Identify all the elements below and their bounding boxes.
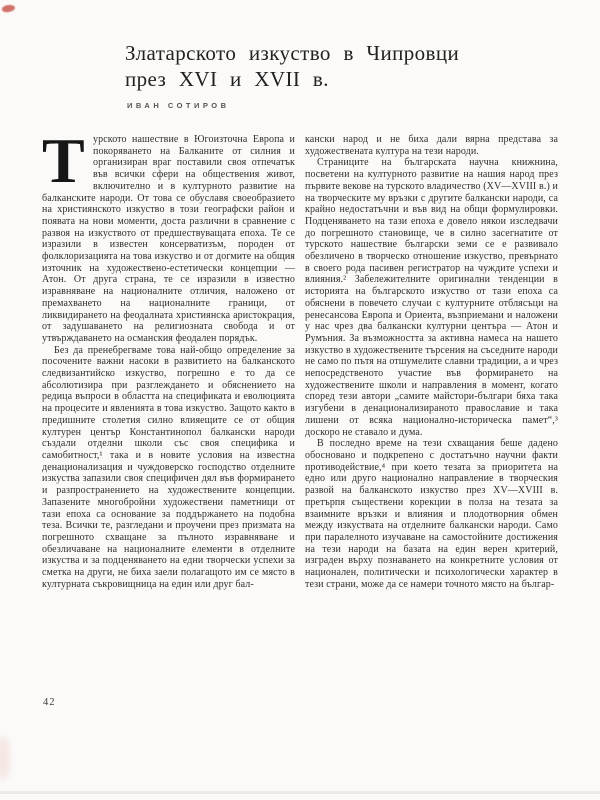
page-number: 42 (43, 697, 56, 708)
pink-edge-smudge (0, 737, 10, 779)
article-title-line1: Златарското изкуство в Чипровци (125, 41, 460, 65)
red-ink-smudge (1, 4, 15, 13)
drop-cap-letter: Т (42, 125, 85, 196)
paragraph (42, 125, 295, 345)
paragraph: Без да пренебрегваме това най-общо определение за посочените важни насоки в развитието на балканското следвизантийско изкуство, погрешно е то да се абсолютизира при разглеждането и обяснението на редица въпроси в областта на спецификата и еволюцията на процесите и явленията в това изкуство. Защото както в предишните столетия силно влияещите се от общия културен център Константинопол балкански народи създали отделни школи със своя специфика и самобитност,¹ така и в новите условия на известна денационализация и чуждоверско господство отделните изкуства запазили своя специфичен дял във формирането и разпространението на художествените концепции. Запазените многобройни художествени паметници от тази епоха са основание за поддържането на подобна теза. Всички те, разгледани и проучени през призмата на погрешното схващане за пълното изравняване и обезличаване на националните елементи в отделните изкуства и за подценяването на едни творчески успехи за сметка на други, не биха заели полагащото им се място в културната съкровищница на един или друг бал- (42, 344, 295, 590)
paragraph: кански народ и не биха дали вярна представа за художествената култура на тези народи. (305, 134, 558, 157)
page-bottom-edge (0, 791, 600, 794)
article-title (125, 40, 565, 92)
paragraph: Страниците на българската научна книжнина, посветени на културното развитие на нашия народ през първите векове на турското владичество (XV—XVIII в.) и на творческите му връзки с другите балкански народи, са крайно недостатъчни и във вид на общи формулировки. Подценяването на тази епоха е довело някои изследвачи до погрешното становище, че в силно засегнатите от турското нашествие български земи се е развивало обезличено в творческо отношение изкуство, превърнато в своего рода пасивен регистратор на чуждите успехи и влияния.² Забележителните оригинални тенденции в историята на българското изкуство от тази епоха са обяснени в повечето случаи с културните отблясъци на ренесансова Европа и Ориента, възприемани и наложени у нас чрез два балкански културни центъра — Атон и Румъния. За възможността за активна намеса на нашето изкуство в художествените търсения на съседните народи не само по пътя на отшумелите славни традиции, а и чрез непосредственото участие във формирането на художествените школи и направления в момент, когато според тези автори „самите майстори-българи бяха така изгубени в денационализираното православие и така лишени от всяка национално-историческа памет“,³ доскоро не ставало и дума. (305, 157, 558, 438)
right-column (305, 134, 558, 590)
left-column (42, 125, 295, 590)
text-columns (42, 125, 558, 590)
paragraph-text: урското нашествие в Югоизточна Европа и покоряването на Балканите от силния и организиран враг поставили своя отпечатък във всички сфери на обществения живот, включително и в културното развитие на балканските народи. От това се обуславя своеобразието на християнското изкуство в този географски район и появата на нови моменти, доста различни в сравнение с развоя на изкуството от предшествуващата епоха. Те се изразили в известен консерватизъм, породен от фолклоризацията на това изкуство и от догмите на общия източник на художествено-естетически концепции — Атон. От друга страна, те се изразили в известно изравняване на националните отличия, наложено от премахването на националните граници, от ликвидирането на феодалната християнска аристокрация, от задушаването на религиозната свобода и от утвърждаването на османския феодален порядък. (42, 134, 295, 344)
article-title-line2: през XVI и XVII в. (125, 67, 329, 91)
author-name: ИВАН СОТИРОВ (127, 101, 230, 110)
paragraph: В последно време на тези схващания беше дадено обосновано и подкрепено с достатъчно научни факти противодействие,⁴ при което тезата за приоритета на едно или друго национално направление в творческия развой на балканското изкуство през XV—XVIII в. претърпя съществени корекции в полза на тезата за взаимните връзки и влияния и плодотворния обмен между изкуствата на отделните балкански народи. Само при паралелното изучаване на самостойните достижения на тези народи на базата на един верен критерий, изграден върху познаването на конкретните условия от национален, политически и психологически характер в тези страни, може да се намери точното място на българ- (305, 438, 558, 590)
